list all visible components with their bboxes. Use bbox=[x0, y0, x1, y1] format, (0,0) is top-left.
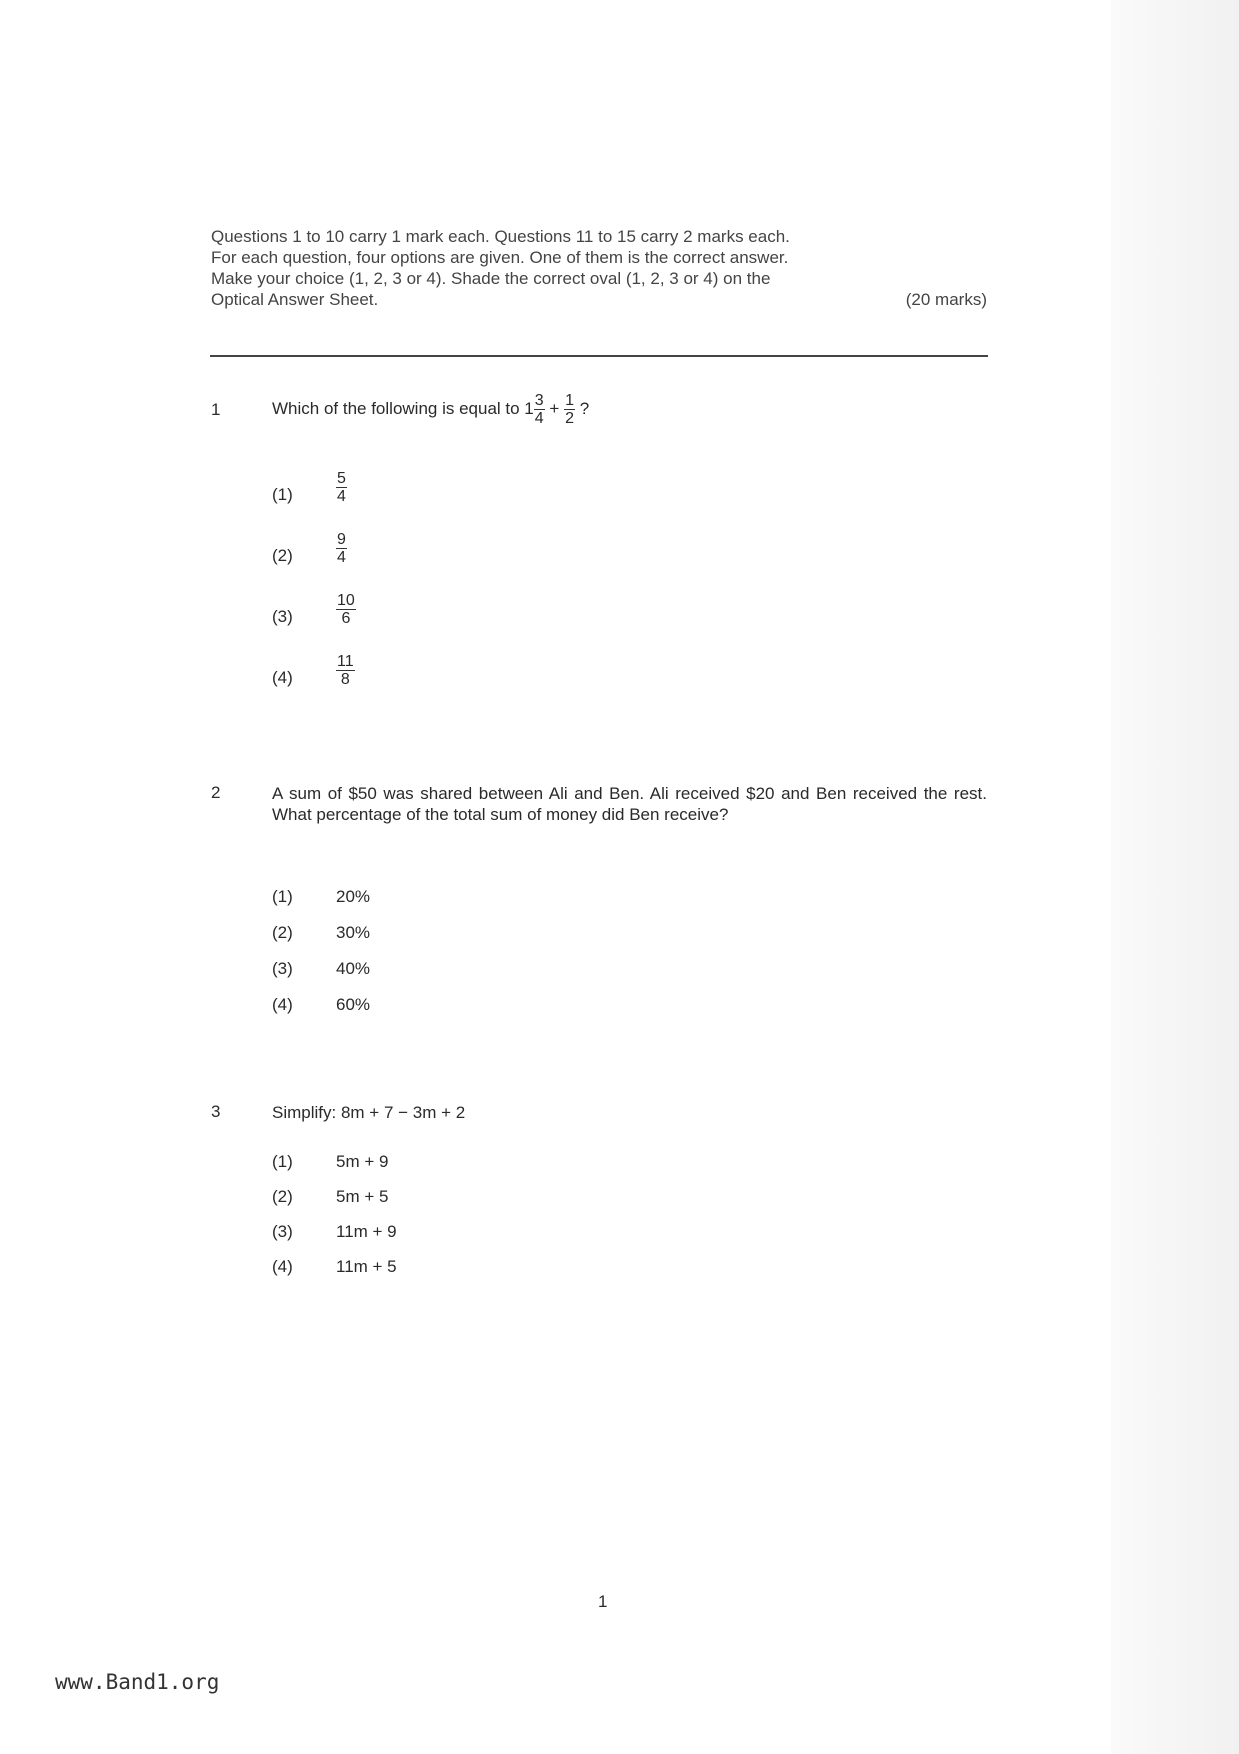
option: (3) 11m + 9 bbox=[272, 1222, 397, 1241]
question-stem: Which of the following is equal to 1 bbox=[272, 398, 534, 418]
question-text: A sum of $50 was shared between Ali and Ben. Ali received $20 and Ben received the rest. What percentage of the total sum of money did Ben receive? bbox=[272, 784, 987, 824]
option: (4) 11m + 5 bbox=[272, 1257, 397, 1276]
watermark: www.Band1.org bbox=[55, 1670, 220, 1694]
option: (1) $\frac{5}{4}$ bbox=[272, 470, 346, 505]
question-number: 3 bbox=[211, 1102, 221, 1121]
fraction: $\frac{3}{4}$ bbox=[534, 392, 544, 427]
option: (2) 30% bbox=[272, 923, 371, 942]
instruction-line: Optical Answer Sheet. bbox=[211, 290, 379, 309]
marks-total: (20 marks) bbox=[905, 290, 987, 309]
option: (3) $\frac{10}{6}$ bbox=[272, 592, 355, 627]
question-text bbox=[272, 392, 987, 427]
page-edge bbox=[1111, 0, 1239, 1754]
question-number: 1 bbox=[211, 400, 221, 419]
question-number: 2 bbox=[211, 783, 221, 802]
fraction: $\frac{10}{6}$ bbox=[337, 592, 355, 627]
fraction: $\frac{11}{8}$ bbox=[337, 653, 354, 688]
fraction: $\frac{1}{2}$ bbox=[565, 392, 574, 427]
page-number: 1 bbox=[598, 1592, 608, 1611]
instruction-line: Questions 1 to 10 carry 1 mark each. Questions 11 to 15 carry 2 marks each. bbox=[211, 227, 790, 246]
instructions bbox=[211, 226, 987, 310]
option: (2) $\frac{9}{4}$ bbox=[272, 531, 346, 566]
instruction-line: For each question, four options are given. One of them is the correct answer. bbox=[211, 248, 789, 267]
fraction: $\frac{5}{4}$ bbox=[337, 470, 346, 505]
question-text: Simplify: 8m + 7 − 3m + 2 bbox=[272, 1103, 466, 1122]
option: (4) 60% bbox=[272, 995, 371, 1014]
question-mark: ? bbox=[579, 398, 590, 418]
option: (2) 5m + 5 bbox=[272, 1187, 389, 1206]
option: (3) 40% bbox=[272, 959, 371, 978]
fraction: $\frac{9}{4}$ bbox=[337, 531, 346, 566]
divider bbox=[210, 355, 988, 357]
operator: + bbox=[549, 398, 560, 418]
option: (1) 5m + 9 bbox=[272, 1152, 389, 1171]
instruction-line: Make your choice (1, 2, 3 or 4). Shade the correct oval (1, 2, 3 or 4) on the bbox=[211, 269, 771, 288]
option: (1) 20% bbox=[272, 887, 371, 906]
option: (4) $\frac{11}{8}$ bbox=[272, 653, 354, 688]
